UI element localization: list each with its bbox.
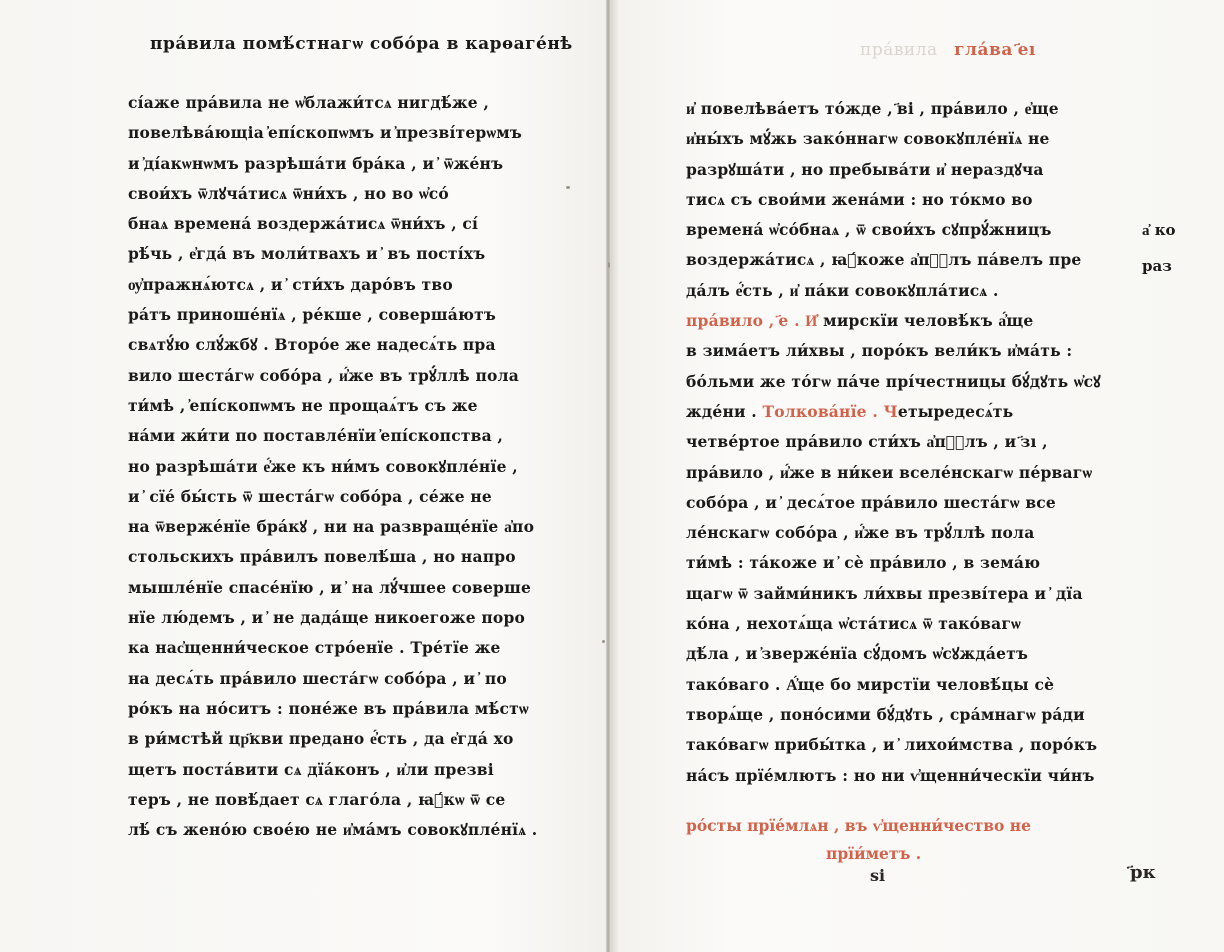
rule-text-line: бо́льми же то́гѡ па́че прі́честницы бꙋ́дꙋть ѡ҆сꙋ: [686, 371, 1101, 391]
commentary-label: Толкова́нїе .: [762, 401, 878, 421]
left-text-line: лѣ́ съ жено́ю свое́ю не и҆ма́мъ совокꙋпле́нїѧ .: [128, 820, 538, 840]
commentary-text-line: ко́на , нехотѧ́ща ѡ҆ста́тисѧ ѿ тако́вагѡ: [686, 614, 1021, 634]
left-text-line: вило шеста́гѡ собо́ра , и҆́же въ трꙋ́ллѣ пола: [128, 365, 519, 385]
left-text-line: ти́мѣ , ҆епі́скопѡмъ не прощаѧ́тъ съ же: [128, 395, 478, 415]
intro-block: [686, 94, 1106, 306]
footer-line-1: ро́сты прїе́млѧн , въ ѵ҆щенни́чество не: [686, 816, 1031, 835]
left-page-header: прáвила помѣ́стнагѡ собо́ра в карѳаге́нѣ: [150, 34, 573, 54]
commentary-block: [686, 427, 1106, 791]
left-text-line: ро́къ на но́ситъ : поне́же въ пра́вила мѣ́стѡ: [128, 698, 529, 718]
commentary-text-line: четве́ртое пра́вило сти́хъ а҆пⷭ҇лъ , и ҃зı ,: [686, 432, 1048, 452]
commentary-pre: жде́ни .: [686, 401, 757, 421]
left-page-text: [128, 88, 538, 845]
commentary-text-line: щагѡ ѿ займи́никъ ли́хвы презві́тера и ҆ дїа: [686, 583, 1083, 603]
left-text-line: нїе лю́демъ , и ҆ не дада́ще никоегоже поро: [128, 608, 526, 628]
left-text-line: щетъ поста́вити сѧ дїа́конъ , и҆ли презві: [128, 759, 494, 779]
commentary-text-line: дѣ́ла , и ҆зверже́нїа сꙋ́домъ ѡ҆сꙋжда́етъ: [686, 644, 1029, 664]
right-header-faded: пра́вила: [860, 40, 938, 60]
intro-text-line: и҆ны́хъ мꙋ́жь зако́ннагѡ совокꙋпле́нїѧ не: [686, 129, 1050, 149]
right-page: [610, 0, 1224, 952]
left-text-line: и ҆ сїе́ бы́сть ѿ шеста́гѡ собо́ра , се́же не: [128, 486, 492, 506]
left-text-line: повелѣва́ющіа ҆епі́скопѡмъ и ҆презві́терѡмъ: [128, 123, 522, 143]
paper-speck: [602, 640, 605, 643]
commentary-text-line: на́съ прїе́млютъ : но ни ѵ҆щенни́ческїи чи́нъ: [686, 765, 1095, 785]
rule-label: пра́вило , ҃е .: [686, 311, 800, 331]
rule-heading-line: [686, 306, 1106, 336]
commentary-initial: Ч: [883, 401, 898, 421]
left-text-line: на́ми жи́ти по поставле́нїи ҆епі́скопства ,: [128, 426, 504, 446]
rule-text-line: в зима́етъ ли́хвы , поро́къ вели́къ и҆ма́ть :: [686, 341, 1073, 361]
rule-initial: И҆: [805, 311, 818, 331]
left-text-line: свои́хъ ѿлꙋча́тисѧ ѿни́хъ , но во ѡ҆со́: [128, 183, 449, 203]
left-text-line: но разрѣша́ти е҆́же къ ни́мъ совокꙋпле́нїе ,: [128, 456, 518, 476]
commentary-heading-line: [686, 397, 1106, 427]
left-text-line: свѧтꙋ́ю слꙋ́жбꙋ . Второ́е же надесѧ́ть пра: [128, 335, 496, 355]
left-page: [0, 0, 606, 952]
intro-text-line: времена́ ѡ҆со́бнаѧ , ѿ свои́хъ сꙋпрꙋ́жницъ: [686, 220, 1052, 240]
left-text-line: бнаѧ времена́ воздержа́тисѧ ѿни́хъ , сі́: [128, 214, 479, 234]
left-text-line: на ѿверже́нїе бра́кꙋ , ни на развраще́нїе а҆по: [128, 517, 535, 537]
left-text-line: ра́тъ приноше́нїѧ , ре́кше , соверша́ютъ: [128, 305, 496, 325]
right-page-footer: [686, 812, 1106, 868]
signature-mark: ѕі: [870, 866, 886, 885]
left-text-line: и ҆ді́акѡнѡмъ разрѣша́ти бра́ка , и ҆ ѿже́нъ: [128, 153, 504, 173]
commentary-text-line: тако́вагѡ прибы́тка , и ҆ лихои́мства , поро́къ: [686, 735, 1098, 755]
left-text-line: в ри́мстѣй цр҃кви предано е҆́сть , да е҆гда́ хо: [128, 729, 514, 749]
commentary-text-line: творѧ́ще , поно́сими бꙋ́дꙋть , сра́мнагѡ ра́ди: [686, 704, 1085, 724]
rule-block: [686, 336, 1106, 397]
paper-speck: [608, 262, 610, 268]
margin-note: [1142, 212, 1176, 284]
left-text-line: рѣ́чь , е҆гда́ въ моли́твахъ и ҆ въ пості́хъ: [128, 244, 486, 264]
left-text-line: мышле́нїе спасе́нїю , и ҆ на лꙋ́чшее соверше: [128, 577, 532, 597]
left-text-line: ка нас҆щенни́ческое стро́енїе . Тре́тїе же: [128, 638, 501, 658]
left-text-line: ѹ҆пражнѧ́ютсѧ , и ҆ сти́хъ даро́въ тво: [128, 274, 453, 294]
intro-text-line: разрꙋша́ти , но пребыва́ти и҆ нераздꙋча: [686, 159, 1044, 179]
folio-number: ҃рк: [1130, 862, 1156, 883]
commentary-text-line: ти́мѣ : та́коже и ҆ сѐ пра́вило , в зема́ю: [686, 553, 1041, 573]
rule-first-text: мирскїи человѣ́къ а҆́ще: [823, 311, 1034, 331]
paper-speck: [566, 186, 570, 189]
footer-line-2: прїи́метъ .: [826, 844, 922, 863]
right-page-text: [686, 94, 1106, 791]
left-text-line: на десѧ́ть пра́вило шеста́гѡ собо́ра , и ҆ по: [128, 668, 507, 688]
left-text-line: стольскихъ пра́вилъ повелѣ́ша , но напро: [128, 547, 516, 567]
intro-text-line: да́лъ е҆́сть , и҆ па́ки совокꙋпла́тисѧ .: [686, 280, 999, 300]
chapter-title: гла́ва ҃еı: [954, 40, 1036, 60]
commentary-text-line: тако́ваго . А҆́ще бо мирстїи человѣ́цы сѐ: [686, 674, 1055, 694]
margin-note-line-1: а҆ ко: [1142, 221, 1176, 239]
right-page-header: [860, 40, 1036, 60]
intro-text-line: тисѧ съ свои́ми жена́ми : но то́кмо во: [686, 189, 1033, 209]
intro-text-line: и҆ повелѣва́етъ то́жде , ҃ві , пра́вило , е҆ще: [686, 99, 1059, 118]
commentary-first-text: етыредесѧ́ть: [897, 401, 1014, 421]
commentary-text-line: пра́вило , и҆́же в ни́кеи вселе́нскагѡ пе́рвагѡ: [686, 462, 1093, 482]
commentary-text-line: ле́нскагѡ собо́ра , и҆́же въ трꙋ́ллѣ пола: [686, 523, 1035, 543]
margin-note-line-2: раз: [1142, 257, 1172, 275]
left-text-line: теръ , не повѣ́дает сѧ глаго́ла , ꙗ҆́кѡ ѿ се: [128, 789, 506, 809]
commentary-text-line: собо́ра , и ҆ десѧ́тое пра́вило шеста́гѡ все: [686, 492, 1056, 512]
intro-text-line: воздержа́тисѧ , ꙗ҆́коже а҆пⷭ҇лъ па́велъ пре: [686, 250, 1082, 270]
left-text-line: сі́аже пра́вила не ѡ҆блажи́тсѧ нигдѣ́же ,: [128, 93, 490, 112]
